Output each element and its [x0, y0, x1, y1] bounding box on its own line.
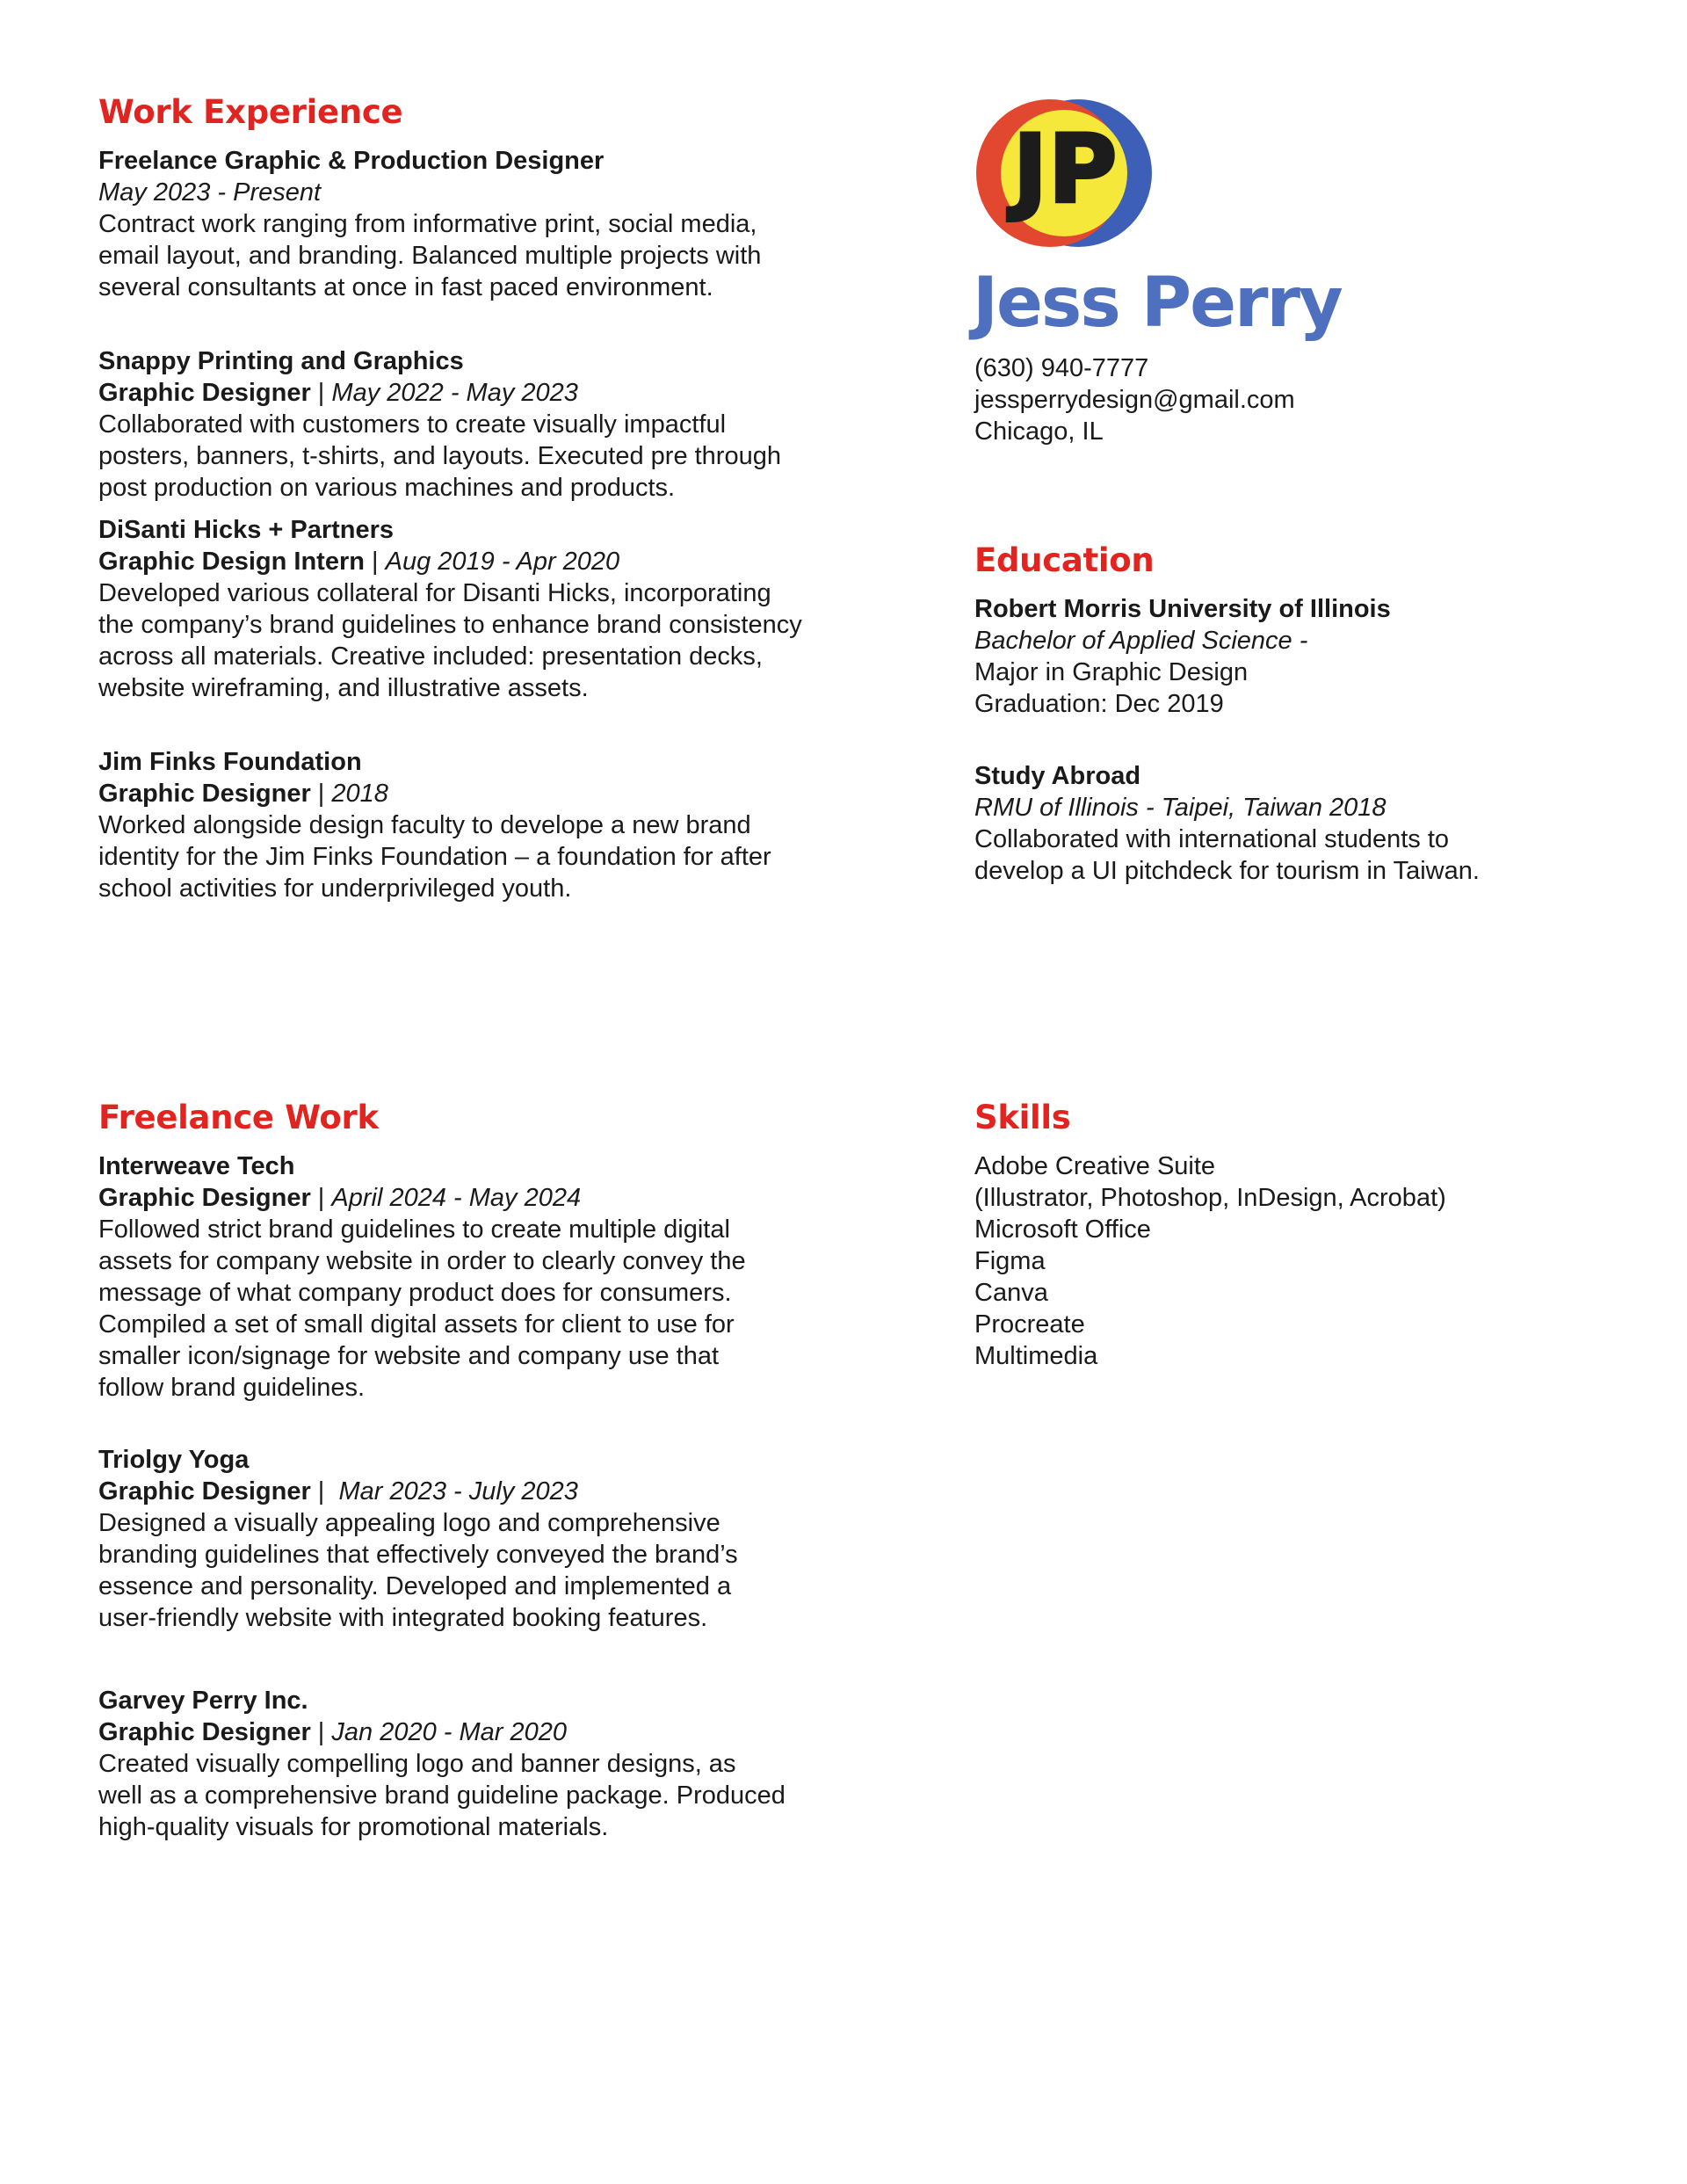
entry-line: message of what company product does for consumers. — [98, 1279, 732, 1307]
entry-dates: Jan 2020 - Mar 2020 — [331, 1718, 568, 1746]
education-entry — [974, 760, 1642, 887]
skill-item: Procreate — [974, 1310, 1085, 1339]
entry-role: Graphic Design Intern — [98, 548, 365, 576]
entry-line: school activities for underprivileged youth. — [98, 874, 572, 903]
entry-heading: Garvey Perry Inc. — [98, 1687, 308, 1715]
education-section — [974, 541, 1642, 887]
entry-dates: May 2023 - Present — [98, 178, 322, 207]
entry-line: Followed strict brand guidelines to create multiple digital — [98, 1215, 730, 1244]
phone-number: (630) 940-7777 — [974, 354, 1149, 382]
entry-line: the company’s brand guidelines to enhance brand consistency — [98, 611, 802, 639]
entry-heading: Interweave Tech — [98, 1152, 295, 1180]
entry-line: identity for the Jim Finks Foundation – a foundation for after — [98, 843, 771, 871]
entry-heading: Study Abroad — [974, 762, 1141, 790]
entry-line: Graduation: Dec 2019 — [974, 690, 1224, 718]
skills-section — [974, 1099, 1642, 1372]
freelance-work-title: Freelance Work — [98, 1099, 379, 1136]
entry-line: Collaborated with international students to — [974, 825, 1450, 853]
entry-dates: April 2024 - May 2024 — [331, 1184, 582, 1212]
entry-role: Graphic Designer — [98, 1718, 311, 1746]
entry-line: Contract work ranging from informative print, social media, — [98, 210, 757, 238]
work-experience-section — [98, 93, 854, 904]
skill-item: Figma — [974, 1247, 1046, 1275]
entry-heading: Jim Finks Foundation — [98, 748, 362, 776]
freelance-work-section — [98, 1099, 854, 1843]
entry-line: branding guidelines that effectively conveyed the brand’s — [98, 1541, 738, 1569]
entry-role: Graphic Designer — [98, 1477, 311, 1506]
skill-item: Multimedia — [974, 1342, 1098, 1370]
entry-line: website wireframing, and illustrative assets. — [98, 674, 589, 702]
entry-line: Collaborated with customers to create visually impactful — [98, 410, 727, 439]
work-entry — [98, 145, 854, 303]
entry-dates: 2018 — [331, 780, 388, 808]
entry-line: Developed various collateral for Disanti Hicks, incorporating — [98, 579, 771, 607]
skill-item: Adobe Creative Suite — [974, 1152, 1216, 1180]
entry-line: post production on various machines and products. — [98, 474, 676, 502]
freelance-entry: Triolgy Yoga Graphic Designer | Mar 2023 - July 2023 Designed a visually appealing logo and comprehensive branding guidelines that effectively conveyed the brand’s essence and personality. Developed and implemented a user-friendly website with integrated booking features. — [98, 1444, 854, 1634]
entry-line: Major in Graphic Design — [974, 658, 1249, 686]
entry-line: well as a comprehensive brand guideline package. Produced — [98, 1781, 786, 1810]
jp-monogram-logo-icon — [974, 97, 1163, 250]
entry-line: follow brand guidelines. — [98, 1374, 366, 1402]
entry-role: Graphic Designer — [98, 379, 311, 407]
education-title: Education — [974, 541, 1155, 579]
entry-line: essence and personality. Developed and implemented a — [98, 1572, 732, 1600]
entry-program: RMU of Illinois - Taipei, Taiwan 2018 — [974, 794, 1387, 822]
entry-role: Graphic Designer — [98, 1184, 311, 1212]
work-entry: Jim Finks Foundation Graphic Designer | 2018 Worked alongside design faculty to develope a new brand identity for the Jim Finks Foundation – a foundation for after school activities for underprivileged youth. — [98, 746, 854, 904]
skill-item: (Illustrator, Photoshop, InDesign, Acrobat) — [974, 1184, 1446, 1212]
entry-heading: Triolgy Yoga — [98, 1446, 250, 1474]
location: Chicago, IL — [974, 417, 1104, 446]
entry-line: assets for company website in order to clearly convey the — [98, 1247, 746, 1275]
work-entry: DiSanti Hicks + Partners Graphic Design Intern | Aug 2019 - Apr 2020 Developed various collateral for Disanti Hicks, incorporating the company’s brand guidelines to enhance brand consistency across all materials. Creative included: presentation decks, website wireframing, and illustrative assets. — [98, 514, 854, 704]
entry-line: Designed a visually appealing logo and comprehensive — [98, 1509, 720, 1537]
entry-line: Worked alongside design faculty to develope a new brand — [98, 811, 751, 839]
skills-list — [974, 1150, 1642, 1372]
entry-line: develop a UI pitchdeck for tourism in Taiwan. — [974, 857, 1480, 885]
entry-line: across all materials. Creative included: presentation decks, — [98, 642, 763, 671]
work-experience-title: Work Experience — [98, 93, 403, 131]
entry-line: high-quality visuals for promotional materials. — [98, 1813, 609, 1841]
email-address: jessperrydesign@gmail.com — [974, 386, 1295, 414]
work-entry: Snappy Printing and Graphics Graphic Designer | May 2022 - May 2023 Collaborated with customers to create visually impactful posters, banners, t-shirts, and layouts. Executed pre through post production on various machines and products. — [98, 345, 854, 504]
entry-line: Created visually compelling logo and banner designs, as — [98, 1750, 736, 1778]
entry-role: Graphic Designer — [98, 780, 311, 808]
entry-heading: Snappy Printing and Graphics — [98, 347, 464, 375]
entry-degree: Bachelor of Applied Science - — [974, 627, 1308, 655]
logo-letters: JP — [1012, 115, 1118, 225]
skills-title: Skills — [974, 1099, 1071, 1136]
freelance-entry: Interweave Tech Graphic Designer | April 2024 - May 2024 Followed strict brand guidelines to create multiple digital assets for company website in order to clearly convey the message of what company product does for consumers. Compiled a set of small digital assets for client to use for smaller icon/signage for website and company use that follow brand guidelines. — [98, 1150, 854, 1404]
entry-line: several consultants at once in fast paced environment. — [98, 273, 713, 301]
entry-heading: DiSanti Hicks + Partners — [98, 516, 395, 544]
entry-heading: Robert Morris University of Illinois — [974, 595, 1391, 623]
contact-info — [974, 352, 1295, 447]
skill-item: Canva — [974, 1279, 1048, 1307]
candidate-name: Jess Perry — [973, 264, 1342, 343]
entry-line: Compiled a set of small digital assets for client to use for — [98, 1310, 735, 1339]
entry-heading: Freelance Graphic & Production Designer — [98, 147, 605, 175]
entry-line: posters, banners, t-shirts, and layouts. Executed pre through — [98, 442, 781, 470]
skill-item: Microsoft Office — [974, 1215, 1151, 1244]
entry-line: user-friendly website with integrated booking features. — [98, 1604, 708, 1632]
freelance-entry: Garvey Perry Inc. Graphic Designer | Jan 2020 - Mar 2020 Created visually compelling logo and banner designs, as well as a comprehensive brand guideline package. Produced high-quality visuals for promotional materials. — [98, 1685, 854, 1843]
entry-dates: Aug 2019 - Apr 2020 — [385, 548, 620, 576]
entry-dates: Mar 2023 - July 2023 — [338, 1477, 578, 1506]
entry-dates: May 2022 - May 2023 — [331, 379, 578, 407]
entry-line: smaller icon/signage for website and company use that — [98, 1342, 720, 1370]
entry-line: email layout, and branding. Balanced multiple projects with — [98, 242, 762, 270]
education-entry — [974, 593, 1642, 720]
